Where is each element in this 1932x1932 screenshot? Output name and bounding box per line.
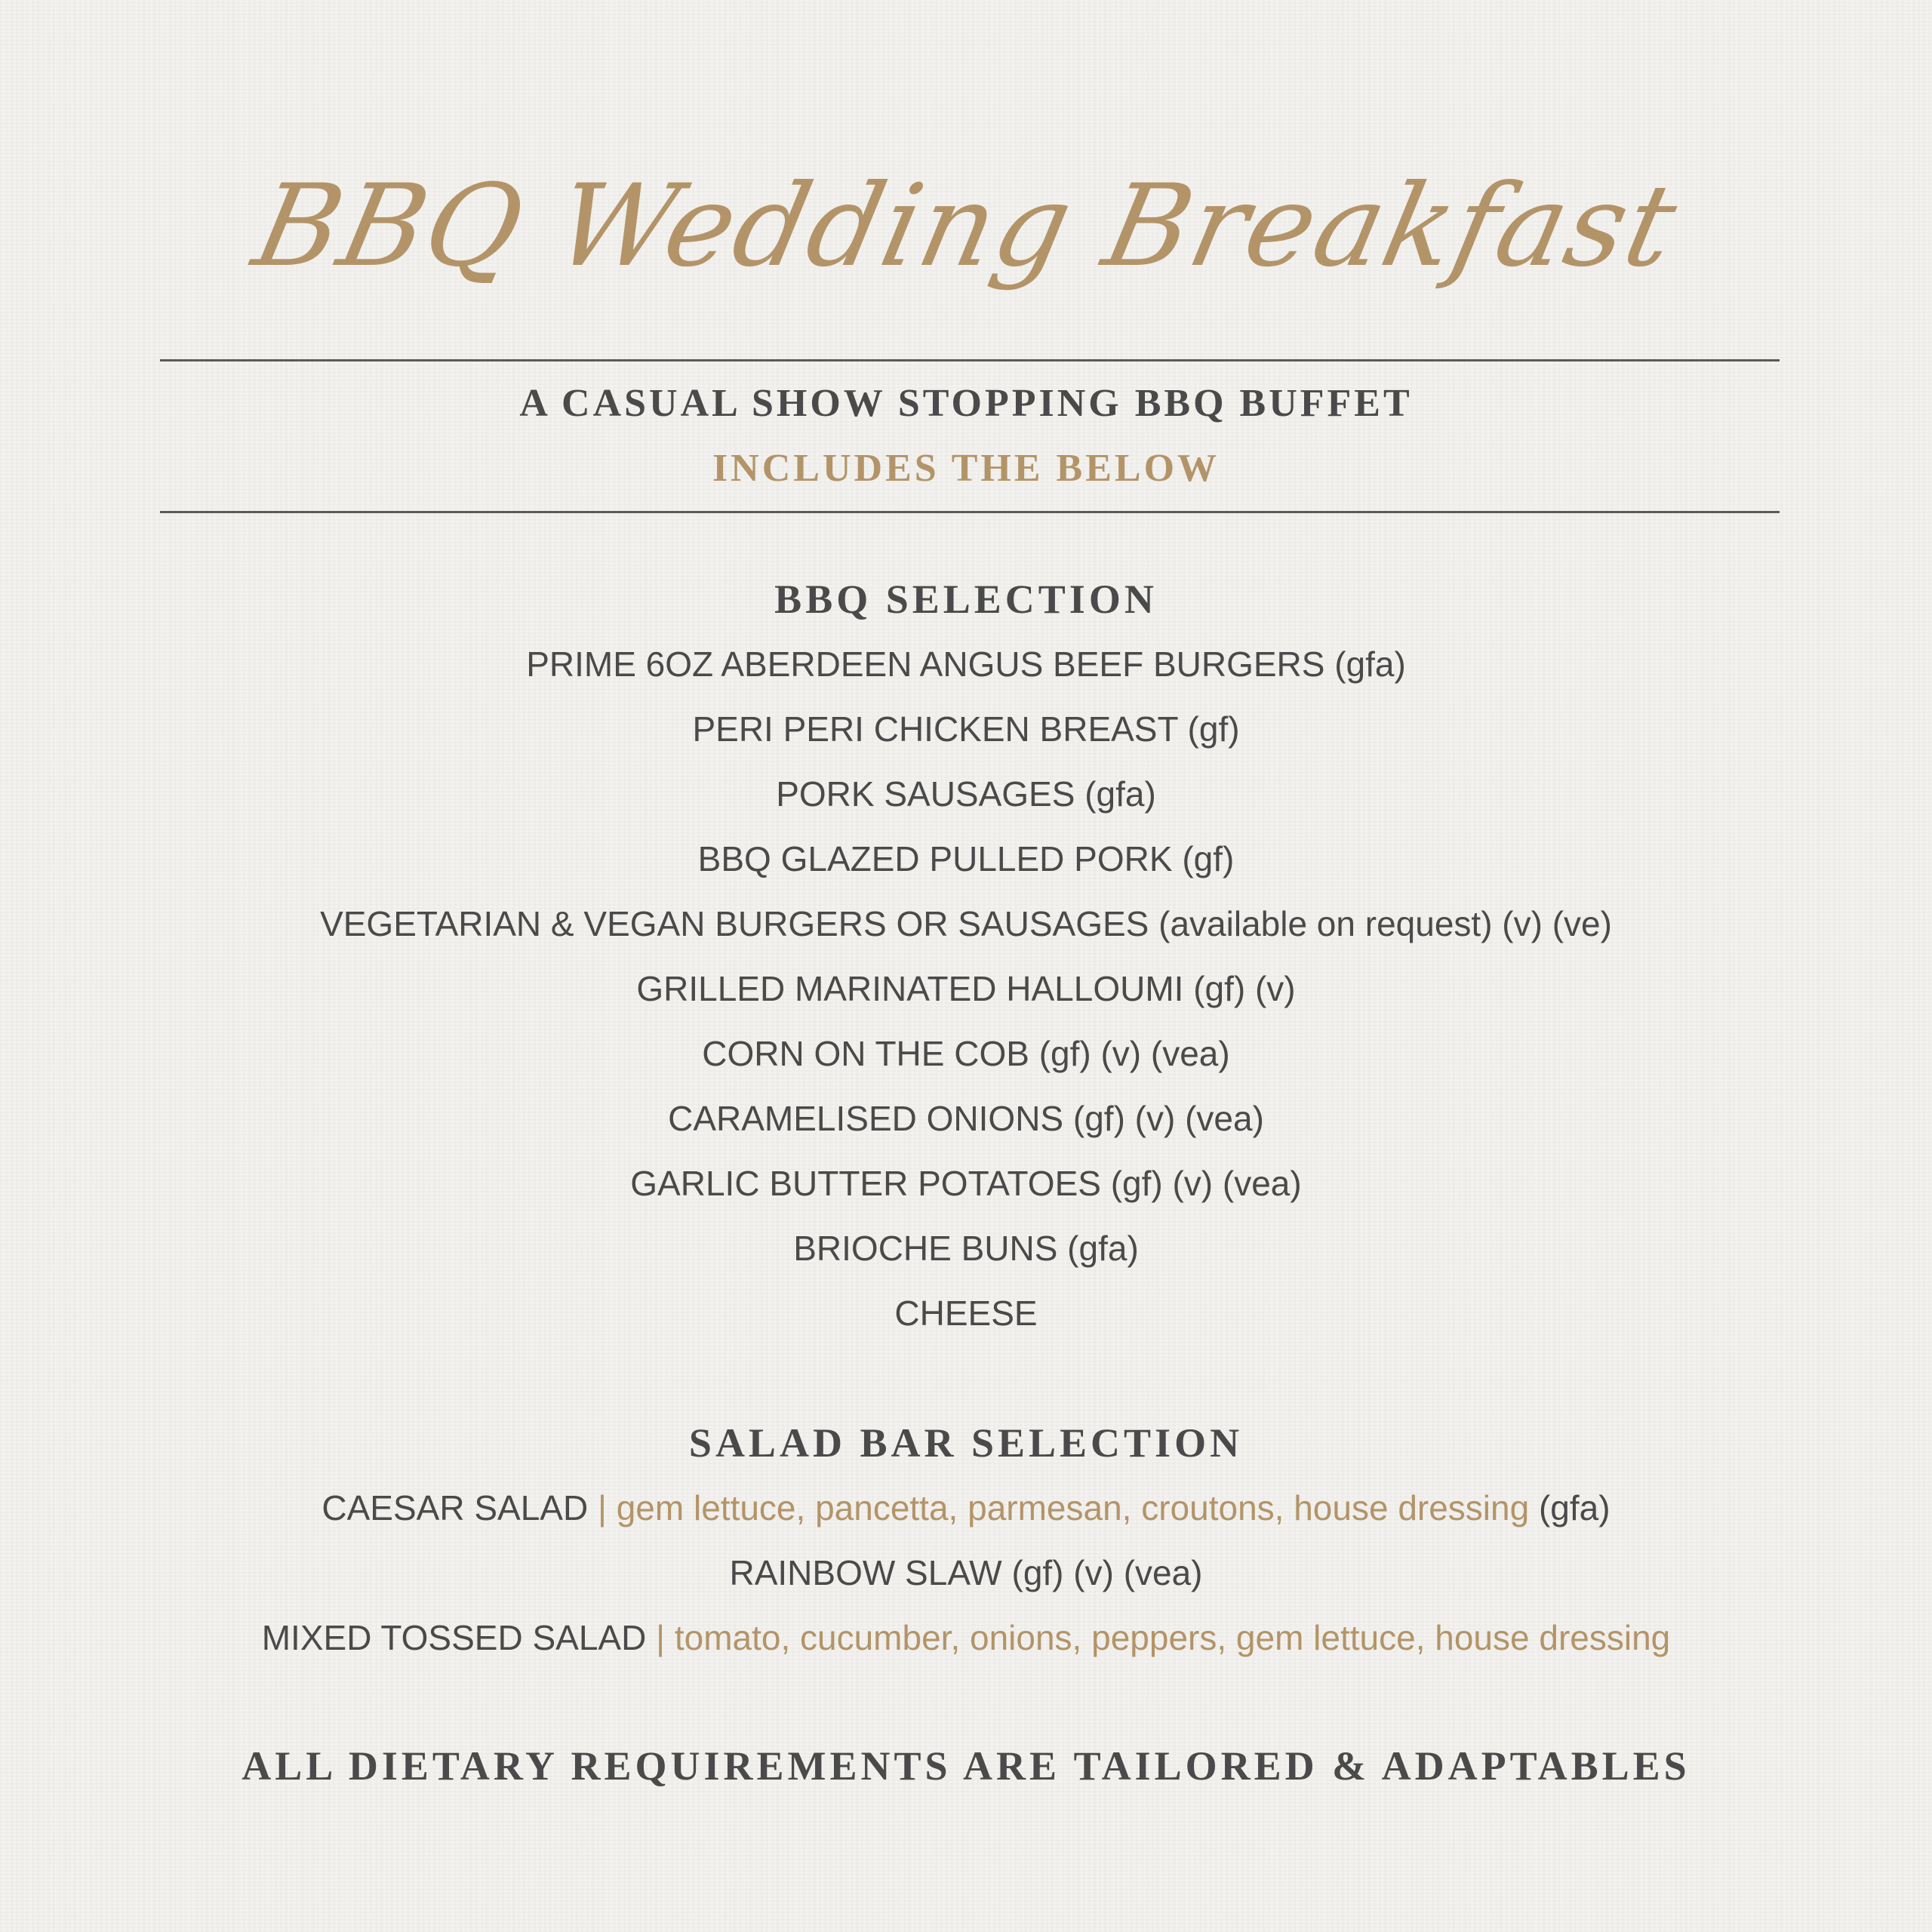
menu-item-name: CAESAR SALAD <box>321 1488 589 1527</box>
menu-subtitle: A CASUAL SHOW STOPPING BBQ BUFFET <box>519 382 1413 425</box>
menu-item: CORN ON THE COB (gf) (v) (vea) <box>702 1034 1230 1073</box>
top-divider <box>160 359 1780 361</box>
menu-item: CHEESE <box>894 1294 1038 1333</box>
menu-item: RAINBOW SLAW (gf) (v) (vea) <box>729 1553 1203 1592</box>
menu-item: PORK SAUSAGES (gfa) <box>776 774 1156 814</box>
menu-title: BBQ Wedding Breakfast <box>243 161 1689 292</box>
bbq-section-heading: BBQ SELECTION <box>774 577 1158 622</box>
menu-item: GRILLED MARINATED HALLOUMI (gf) (v) <box>636 969 1296 1008</box>
bbq-menu-list <box>0 632 1932 1346</box>
menu-item: VEGETARIAN & VEGAN BURGERS OR SAUSAGES (available on request) (v) (ve) <box>320 904 1612 943</box>
menu-item-dietary: (gfa) <box>1538 1488 1611 1527</box>
menu-item: PERI PERI CHICKEN BREAST (gf) <box>692 709 1240 749</box>
menu-item-separator: | <box>656 1618 666 1657</box>
dietary-footer: ALL DIETARY REQUIREMENTS ARE TAILORED & ADAPTABLES <box>242 1743 1690 1789</box>
menu-item: GARLIC BUTTER POTATOES (gf) (v) (vea) <box>630 1164 1302 1203</box>
menu-item: BBQ GLAZED PULLED PORK (gf) <box>697 839 1235 878</box>
salad-section-heading: SALAD BAR SELECTION <box>688 1420 1244 1466</box>
salad-menu-list <box>0 1475 1932 1670</box>
menu-subtitle-accent: INCLUDES THE BELOW <box>712 447 1220 490</box>
menu-item <box>0 1605 1932 1670</box>
menu-item-description: gem lettuce, pancetta, parmesan, croutons, house dressing <box>616 1488 1530 1527</box>
menu-item: CARAMELISED ONIONS (gf) (v) (vea) <box>668 1099 1264 1138</box>
menu-item: BRIOCHE BUNS (gfa) <box>793 1229 1139 1268</box>
menu-item-name: MIXED TOSSED SALAD <box>261 1618 647 1657</box>
menu-item <box>0 1475 1932 1540</box>
menu-item-separator: | <box>597 1488 607 1527</box>
bottom-divider <box>160 511 1780 513</box>
menu-item-description: tomato, cucumber, onions, peppers, gem lettuce, house dressing <box>674 1618 1671 1657</box>
menu-item: PRIME 6OZ ABERDEEN ANGUS BEEF BURGERS (gfa) <box>526 645 1406 684</box>
